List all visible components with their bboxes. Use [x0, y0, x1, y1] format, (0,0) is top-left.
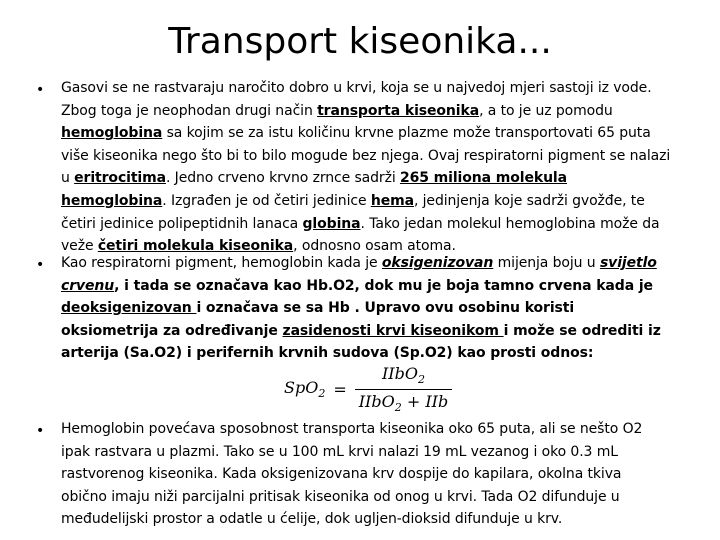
text: , a to je uz pomodu: [479, 102, 613, 119]
num-text: IIbO: [381, 364, 418, 384]
lhs: SpO: [284, 377, 319, 397]
text: i može se odrediti iz arterija (Sa.O2) i perifernih krvnih sudova (Sp.O2) kao prosti odnos:: [61, 322, 661, 362]
link-cetiri-molekula[interactable]: četiri molekula kiseonika: [97, 238, 294, 255]
bullet-marker-3: •: [36, 423, 45, 439]
text: Kao respiratorni pigment, hemoglobin kada je: [61, 255, 382, 271]
bullet-marker-1: •: [36, 82, 45, 98]
text: sa kojim se za istu količinu krvne plazme može transportovati 65 puta više kiseonika nego što bi to bilo mogude bez njega. Ovaj respiratorni pigment se nalazi u: [61, 125, 671, 187]
numerator: [378, 364, 429, 388]
text: . Tako jedan molekul hemoglobina može da veže: [61, 215, 660, 255]
text: , jedinjenja koje sadrži gvožđe, te četiri jedinice polipeptidnih lanaca: [61, 192, 645, 232]
link-globina[interactable]: globina: [302, 215, 361, 232]
text: , odnosno osam atoma.: [293, 238, 456, 255]
text: i označava se sa Hb . Upravo ovu osobinu koristi oksiometrija za određivanje: [61, 300, 575, 339]
link-zasidenosti[interactable]: zasidenosti krvi kiseonikom: [282, 322, 504, 339]
equals-sign: =: [333, 379, 347, 399]
fraction: [355, 364, 452, 413]
link-hemoglobina[interactable]: hemoglobina: [61, 125, 163, 142]
link-265-miliona[interactable]: 265 miliona molekula hemoglobina: [61, 170, 567, 209]
bullet-marker-2: •: [36, 257, 45, 273]
spo2-formula: [284, 364, 452, 414]
text: . Jedno crveno krvno zrnce sadrži: [165, 170, 400, 187]
denominator: [355, 389, 452, 414]
formula-lhs: [284, 378, 325, 400]
paragraph-2: [61, 252, 671, 365]
slide-title: Transport kiseonika...: [168, 21, 552, 62]
lhs-sub: 2: [318, 387, 326, 401]
link-transporta-kiseonika[interactable]: transporta kiseonika: [317, 102, 480, 119]
text: mijenja boju u: [493, 255, 600, 271]
link-eritrocitima[interactable]: eritrocitima: [74, 170, 166, 187]
link-hema[interactable]: hema: [370, 192, 414, 209]
link-deoksigenizovan[interactable]: deoksigenizovan: [61, 300, 197, 317]
num-sub: 2: [417, 373, 425, 387]
paragraph-3: Hemoglobin povećava sposobnost transporta kiseonika oko 65 puta, ali se nešto O2 ipak rastvara u plazmi. Tako se u 100 mL krvi nalazi 19 mL vezanog i oko 0.3 mL rastvorenog kiseonika. Kada oksigenizovana krv dospije do kapilara, okolna tkiva obično imaju niži parcijalni pritisak kiseonika od onog u krvi. Tada O2 difunduje u međudelijski prostor a odatle u ćelije, dok ugljen-dioksid difunduje u krv.: [61, 421, 643, 528]
link-svijetlo-crvenu[interactable]: svijetlo crvenu: [61, 255, 657, 294]
text: . Izgrađen je od četiri jedinice: [162, 192, 371, 209]
den-rest: + IIb: [401, 391, 449, 411]
link-oksigenizovan[interactable]: oksigenizovan: [381, 255, 494, 271]
text: , i tada se označava kao Hb.O2, dok mu je boja tamno crvena kada je: [114, 277, 653, 294]
den-text: IIbO: [358, 391, 395, 411]
den-sub: 2: [394, 400, 402, 414]
paragraph-1: [61, 77, 671, 258]
text: Gasovi se ne rastvaraju naročito dobro u krvi, koja se u najvedoj mjeri sastoji iz vode. Zbog toga je neophodan drugi način: [61, 80, 652, 119]
